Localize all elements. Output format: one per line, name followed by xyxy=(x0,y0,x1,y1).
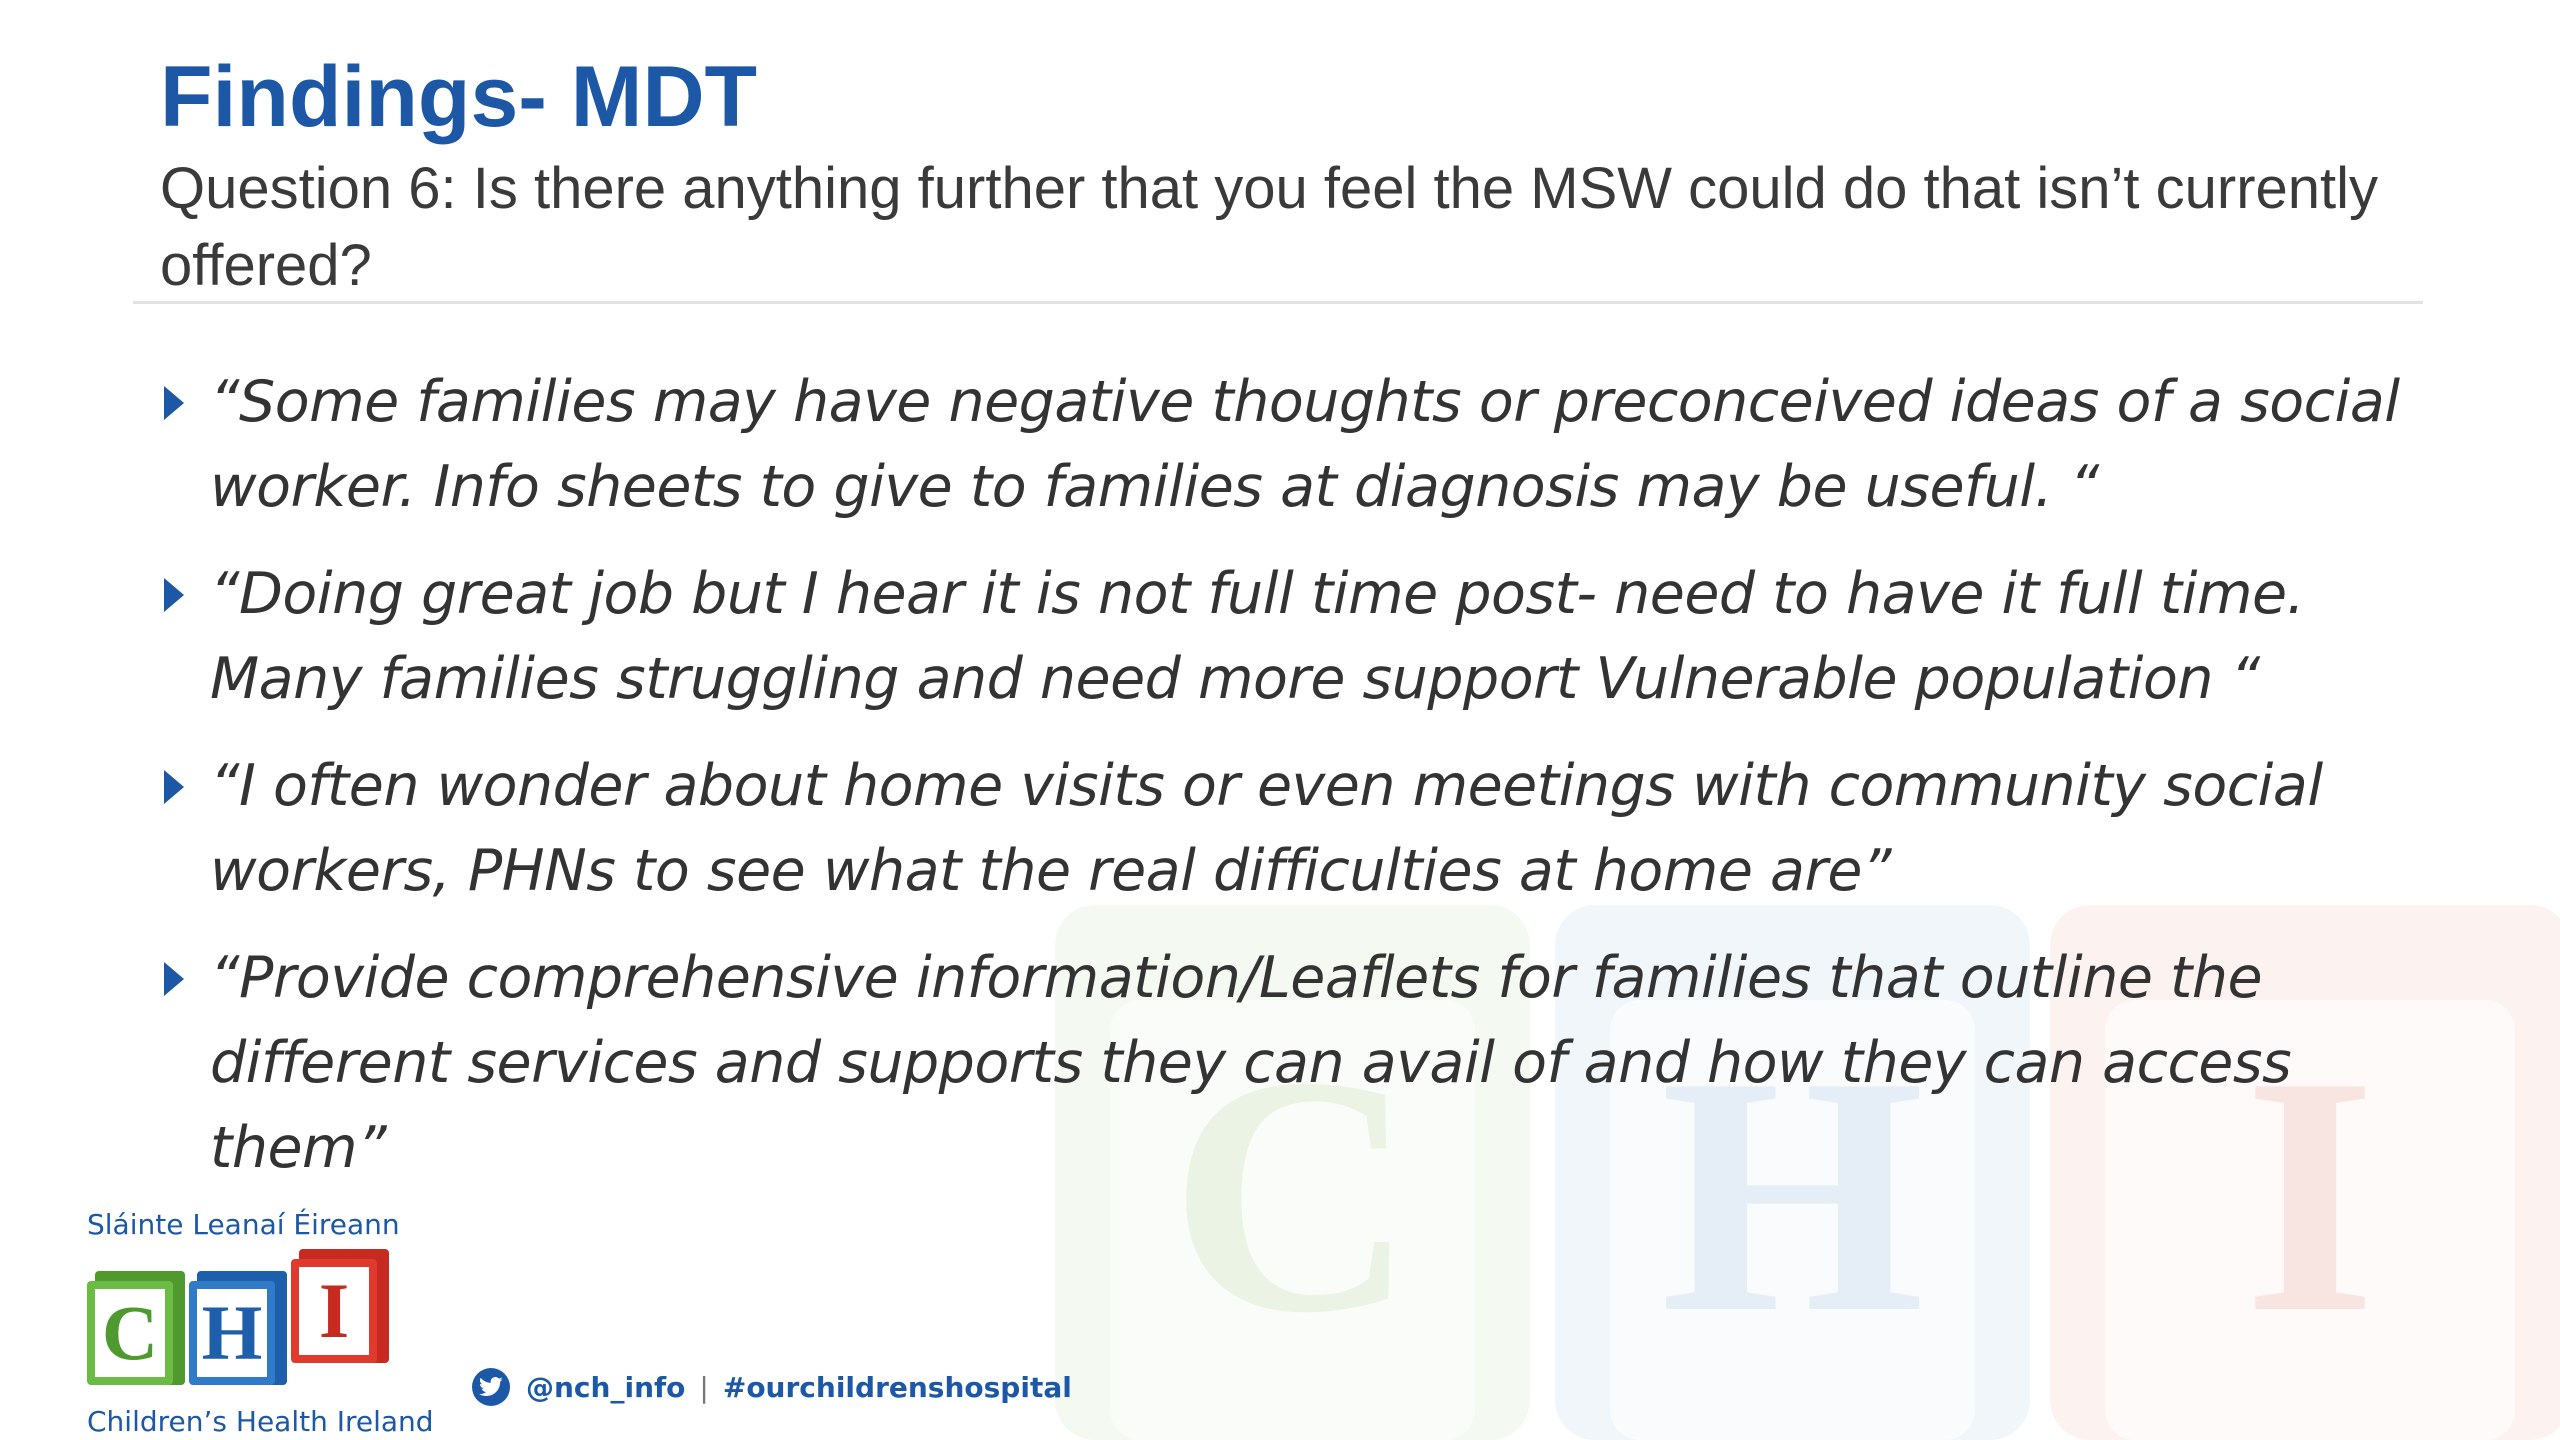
watermark-letter-h: H xyxy=(1660,1006,1925,1383)
slide-subtitle: Question 6: Is there anything further that you feel the MSW could do that isn’t currently offered? xyxy=(160,156,2379,298)
logo-block-h xyxy=(189,1271,287,1389)
quote-text: “Provide comprehensive information/Leaflets for families that outline the different services and supports they can avail of and how they can access them” xyxy=(210,945,2292,1181)
quote-item xyxy=(160,360,2400,530)
quote-item xyxy=(160,744,2400,914)
logo-english-name: Children’s Health Ireland xyxy=(87,1405,434,1438)
social-separator: | xyxy=(699,1370,709,1404)
logo-letter-c: C xyxy=(87,1281,173,1385)
watermark-letter-i: I xyxy=(2243,1006,2377,1383)
logo-blocks xyxy=(87,1249,407,1399)
social-footer xyxy=(472,1368,1072,1406)
quote-text: “Doing great job but I hear it is not full time post- need to have it full time. Many families struggling and need more support Vulnerable population “ xyxy=(210,561,2305,712)
quote-item xyxy=(160,552,2400,722)
logo-letter-h: H xyxy=(189,1281,275,1385)
quote-text: “Some families may have negative thoughts or preconceived ideas of a social worker. Info sheets to give to families at diagnosis may be useful. “ xyxy=(210,369,2400,520)
slide-title: Findings- MDT xyxy=(160,49,758,145)
quote-text: “I often wonder about home visits or even meetings with community social workers, PHNs to see what the real difficulties at home are” xyxy=(210,753,2323,904)
triangle-bullet-icon xyxy=(164,386,184,420)
triangle-bullet-icon xyxy=(164,962,184,996)
triangle-bullet-icon xyxy=(164,770,184,804)
watermark-letter-c: C xyxy=(1169,1006,1416,1383)
logo-block-i xyxy=(291,1249,389,1367)
chi-logo xyxy=(87,1208,434,1438)
logo-block-c xyxy=(87,1271,185,1389)
triangle-bullet-icon xyxy=(164,578,184,612)
quote-item xyxy=(160,936,2400,1191)
hashtag-link[interactable]: #ourchildrenshospital xyxy=(722,1370,1072,1404)
quote-list xyxy=(160,360,2400,1213)
logo-irish-name: Sláinte Leanaí Éireann xyxy=(87,1208,400,1241)
twitter-icon xyxy=(472,1368,510,1406)
logo-letter-i: I xyxy=(291,1259,377,1363)
twitter-handle-link[interactable]: @nch_info xyxy=(526,1370,686,1404)
title-divider xyxy=(133,301,2423,304)
